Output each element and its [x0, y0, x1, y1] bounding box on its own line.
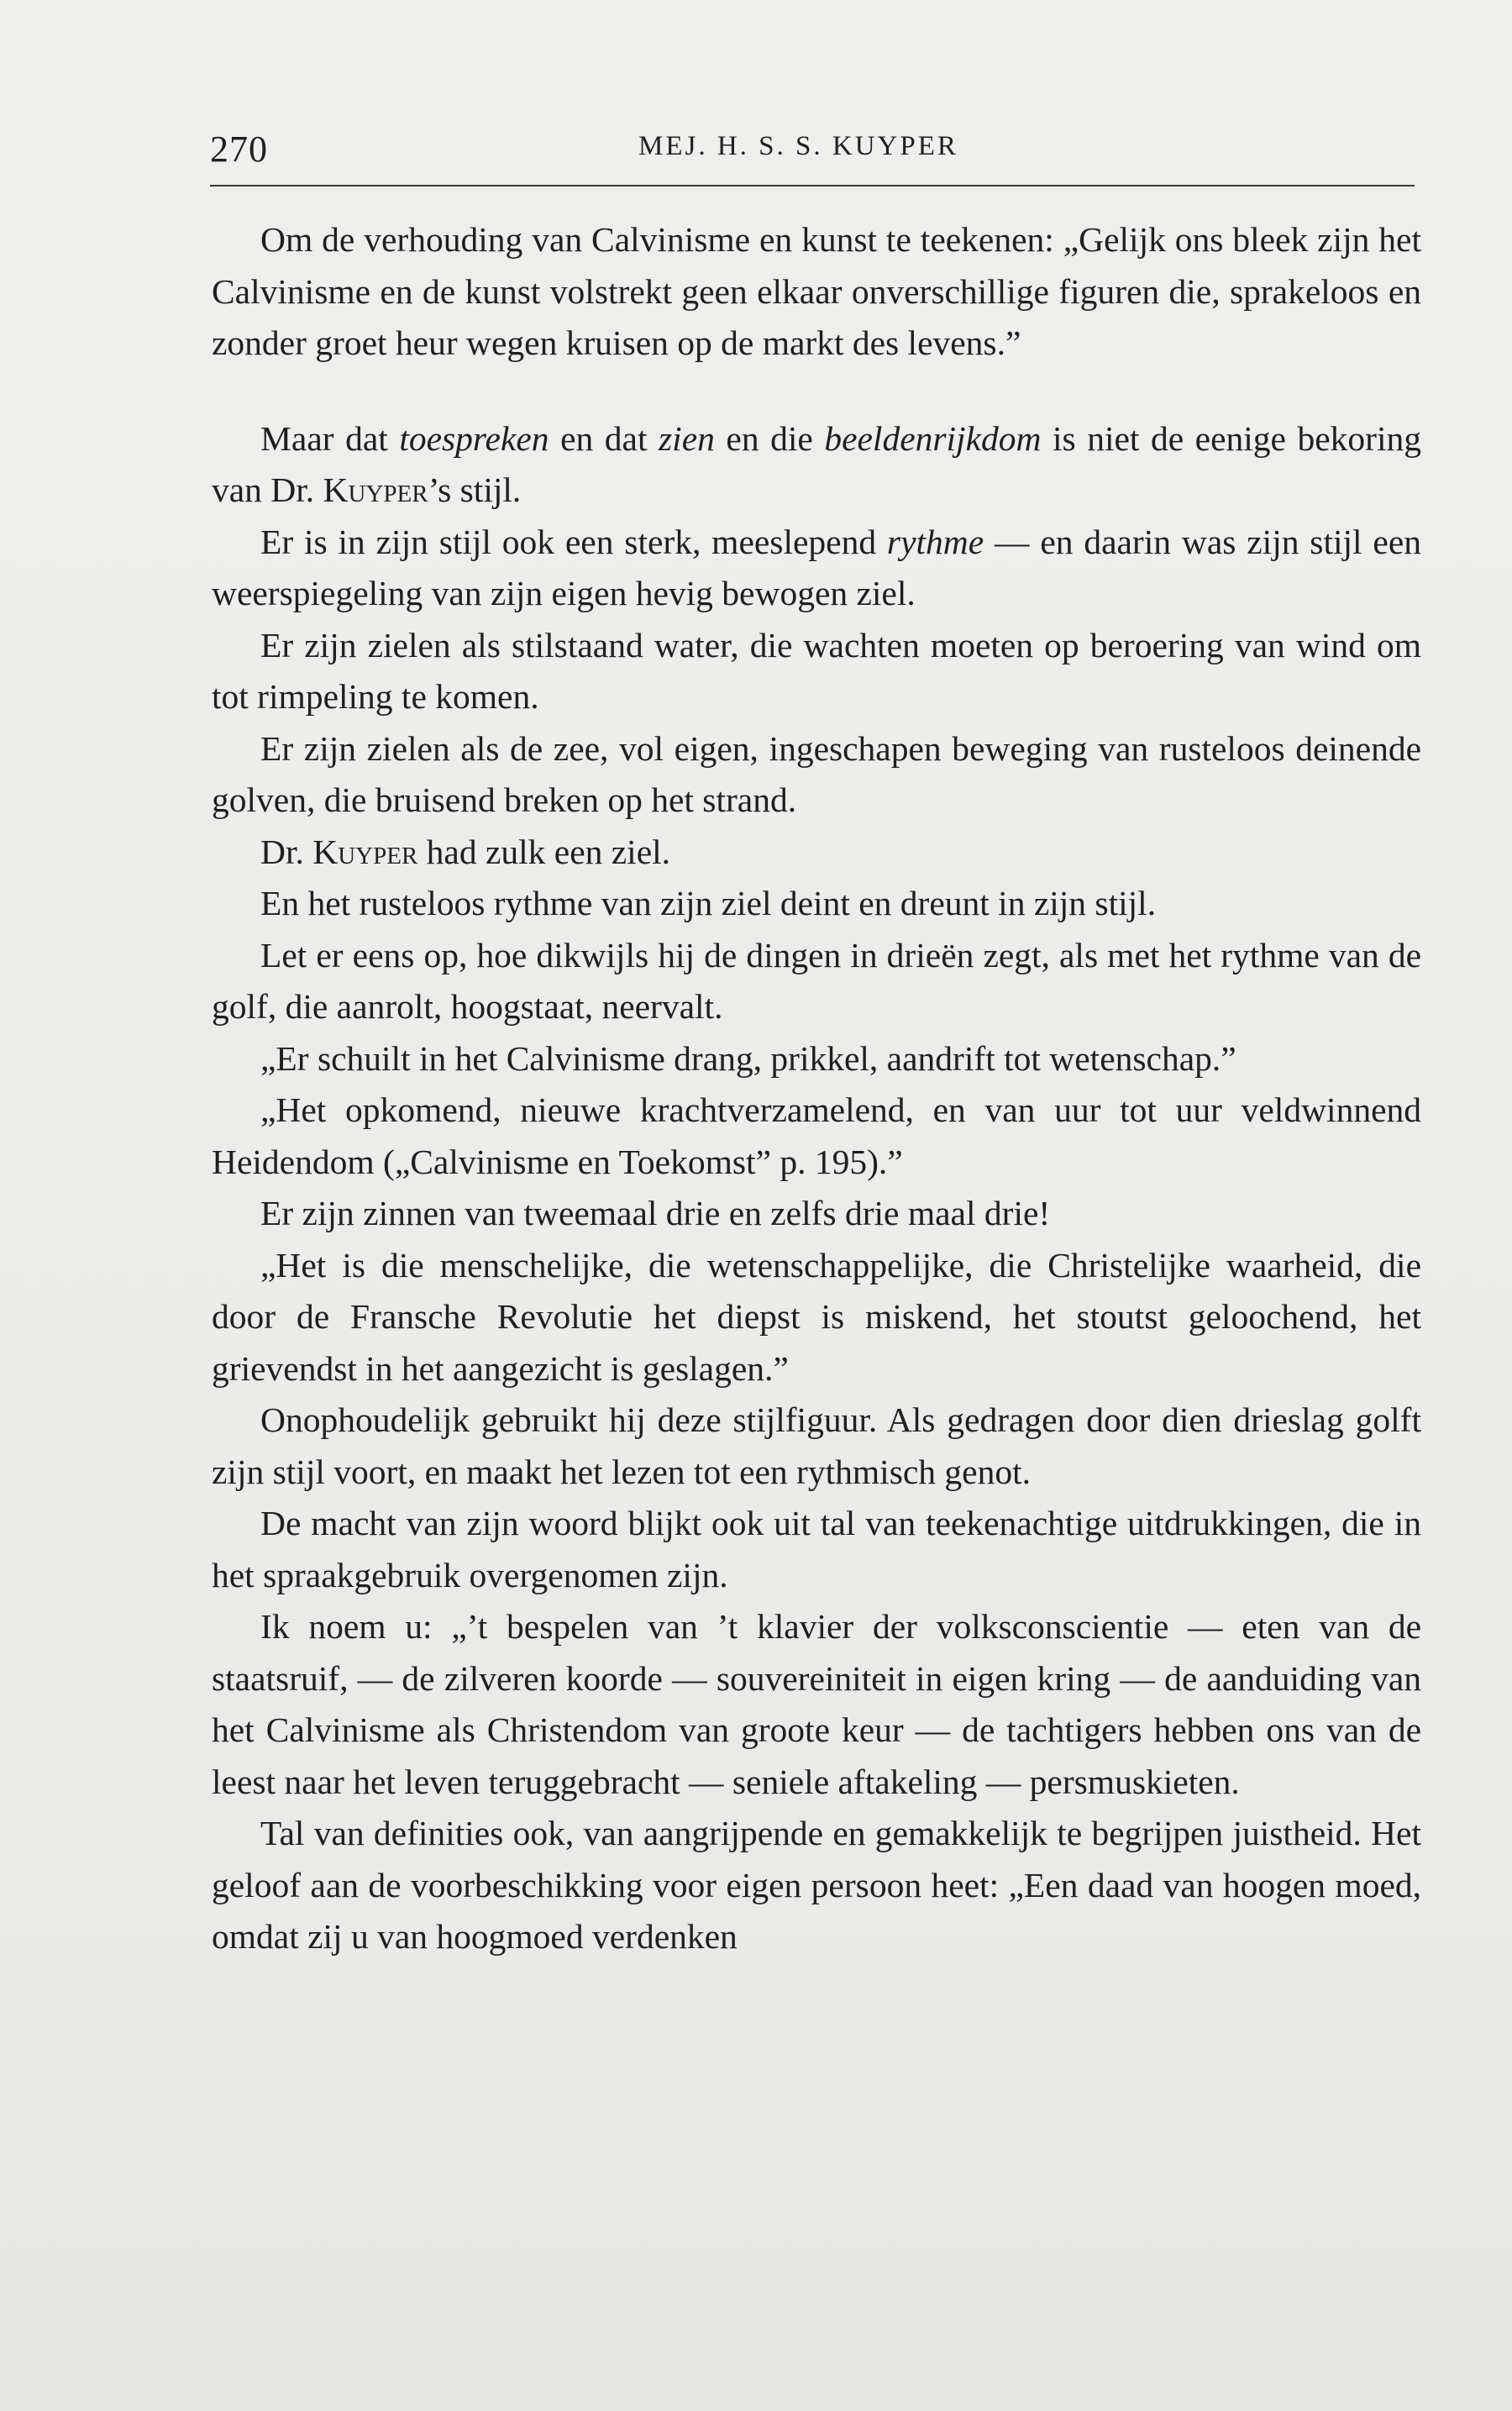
paragraph-2: [212, 413, 1421, 517]
small-caps-kuyper: Kuyper: [323, 470, 428, 509]
paragraph-12: „Het is die menschelijke, die wetenschappelijke, die Christelijke waarheid, die door de Fransche Revolutie het diepst is miskend, het stoutst geloochend, het grievendst in het aangezicht is geslagen.”: [212, 1245, 1421, 1388]
page-number: 270: [210, 129, 268, 170]
italic-beeldenrijkdom: beeldenrijkdom: [824, 418, 1042, 458]
paragraph-16: Tal van definities ook, van aangrijpende en gemakkelijk te begrijpen juistheid. Het geloof aan de voorbeschikking voor eigen persoon heet: „Een daad van hoogen moed, omdat zij u van hoogmoed verdenken: [212, 1814, 1421, 1956]
paragraph-11: Er zijn zinnen van tweemaal drie en zelfs drie maal drie!: [260, 1194, 1051, 1232]
paragraph-4: Er zijn zielen als stilstaand water, die wachten moeten op beroering van wind om tot rimpeling te komen.: [212, 625, 1421, 716]
paragraph-3-part-a: Er is in zijn stijl ook een sterk, meeslepend: [260, 522, 887, 561]
paragraph-15: Ik noem u: „’t bespelen van ’t klavier der volksconscientie — eten van de staatsruif, — de zilveren koorde — souvereiniteit in eigen kring — de aanduiding van het Calvinisme als Christendom van groote keur — de tachtigers hebben ons van de leest naar het leven teruggebracht — seniele aftakeling — persmuskieten.: [212, 1607, 1421, 1801]
paragraph-5: Er zijn zielen als de zee, vol eigen, ingeschapen beweging van rusteloos deinende golven, die bruisend breken op het strand.: [212, 728, 1421, 819]
body-text: [212, 214, 1421, 1963]
paragraph-8: Let er eens op, hoe dikwijls hij de dingen in drieën zegt, als met het rythme van de golf, die aanrolt, hoogstaat, neervalt.: [212, 935, 1421, 1026]
italic-toespreken: toespreken: [399, 418, 549, 458]
paragraph-1: Om de verhouding van Calvinisme en kunst te teekenen: „Gelijk ons bleek zijn het Calvinisme en de kunst volstrekt geen elkaar onverschillige figuren die, sprakeloos en zonder groet heur wegen kruisen op de markt des levens.”: [212, 220, 1421, 362]
paragraph-2-part-g: is niet de eenige bekoring van Dr.: [212, 418, 1421, 509]
paragraph-2-part-i: ’s stijl.: [428, 470, 522, 509]
paragraph-2-part-e: en die: [714, 418, 825, 458]
italic-rythme: rythme: [886, 522, 984, 561]
paragraph-3-part-c: — en daarin was zijn stijl een weerspiegeling van zijn eigen hevig bewogen ziel.: [212, 522, 1421, 612]
italic-zien: zien: [659, 418, 715, 458]
paragraph-2-part-c: en dat: [549, 418, 659, 458]
paragraph-3: [212, 517, 1421, 620]
paragraph-7: En het rusteloos rythme van zijn ziel deint en dreunt in zijn stijl.: [260, 884, 1157, 922]
paragraph-6-part-a: Dr.: [260, 832, 313, 871]
running-head: MEJ. H. S. S. KUYPER: [638, 131, 958, 161]
paragraph-14: De macht van zijn woord blijkt ook uit tal van teekenachtige uitdrukkingen, die in het spraakgebruik overgenomen zijn.: [212, 1504, 1421, 1594]
paragraph-13: Onophoudelijk gebruikt hij deze stijlfiguur. Als gedragen door dien drieslag golft zijn stijl voort, en maakt het lezen tot een rythmisch genot.: [212, 1400, 1421, 1491]
paragraph-2-part-a: Maar dat: [260, 418, 400, 458]
header-rule: [210, 185, 1415, 186]
small-caps-kuyper-2: Kuyper: [312, 832, 418, 871]
page-header: [210, 118, 1415, 175]
paragraph-10: „Het opkomend, nieuwe krachtverzamelend, en van uur tot uur veldwinnend Heidendom („Calvinisme en Toekomst” p. 195).”: [212, 1090, 1421, 1181]
paragraph-6-part-c: had zulk een ziel.: [417, 832, 671, 871]
paragraph-6: [212, 827, 1421, 879]
paragraph-9: „Er schuilt in het Calvinisme drang, prikkel, aandrift tot wetenschap.”: [260, 1038, 1236, 1078]
